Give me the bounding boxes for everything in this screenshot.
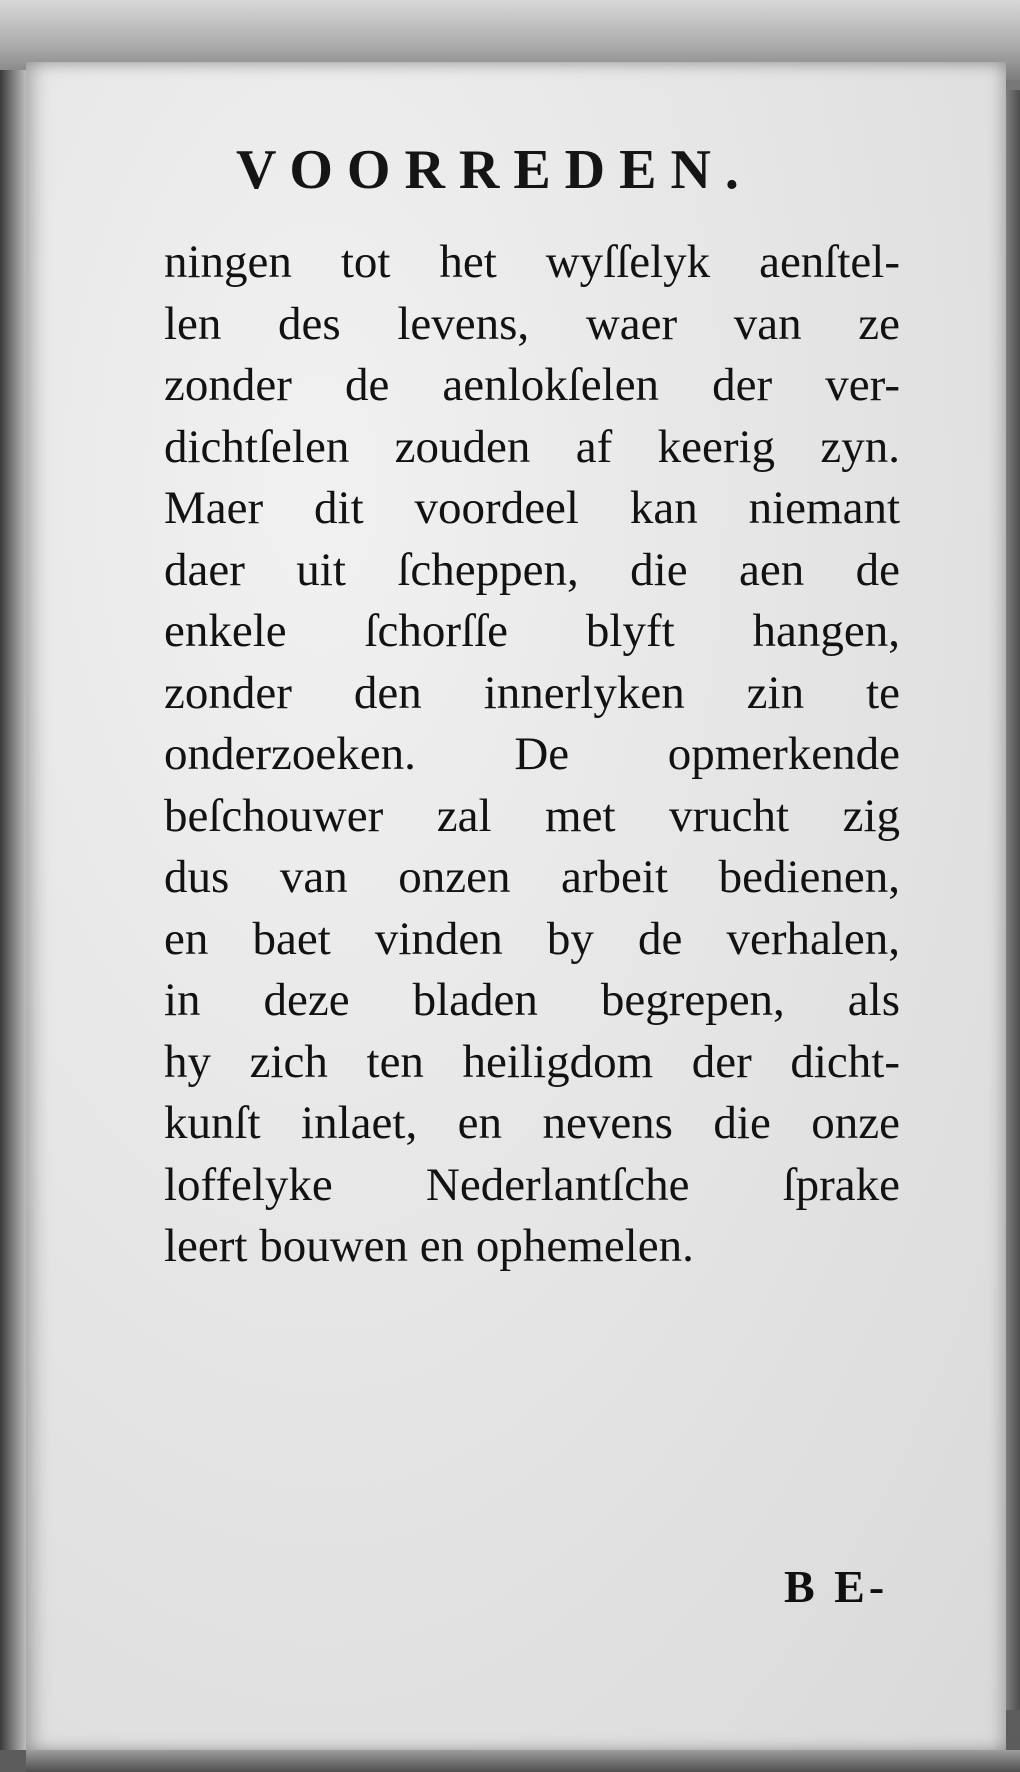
text-line: beſchouwer zal met vrucht zig	[164, 789, 900, 842]
book-bottom-edge	[26, 1750, 1020, 1772]
running-head: VOORREDEN.	[236, 139, 753, 201]
text-line: kunſt inlaet, en nevens die onze	[164, 1097, 900, 1149]
text-line: zonder de aenlokſelen der ver-	[164, 359, 900, 411]
text-line: leert bouwen en ophemelen.	[164, 1220, 694, 1272]
text-line: onderzoeken. De opmerkende	[164, 728, 900, 780]
text-line: enkele ſchorſſe blyft hangen,	[164, 605, 900, 657]
catchword: B E-	[784, 1561, 889, 1612]
text-line: len des levens, waer van ze	[164, 297, 900, 350]
text-line: ningen tot het wyſſelyk aenſtel-	[164, 236, 900, 288]
text-line: hy zich ten heiligdom der dicht-	[164, 1035, 900, 1088]
text-line: Maer dit voordeel kan niemant	[164, 482, 900, 534]
text-line: in deze bladen begrepen, als	[164, 974, 900, 1026]
book-spine-edge	[0, 70, 26, 1750]
text-line: daer uit ſcheppen, die aen de	[164, 543, 900, 596]
text-line: zonder den innerlyken zin te	[164, 666, 900, 719]
text-line: en baet vinden by de verhalen,	[164, 912, 900, 965]
text-line: loffelyke Nederlantſche ſprake	[164, 1158, 900, 1211]
text-line: dichtſelen zouden af keerig zyn.	[164, 420, 900, 473]
body-text	[164, 232, 904, 1278]
text-line: dus van onzen arbeit bedienen,	[164, 851, 900, 903]
